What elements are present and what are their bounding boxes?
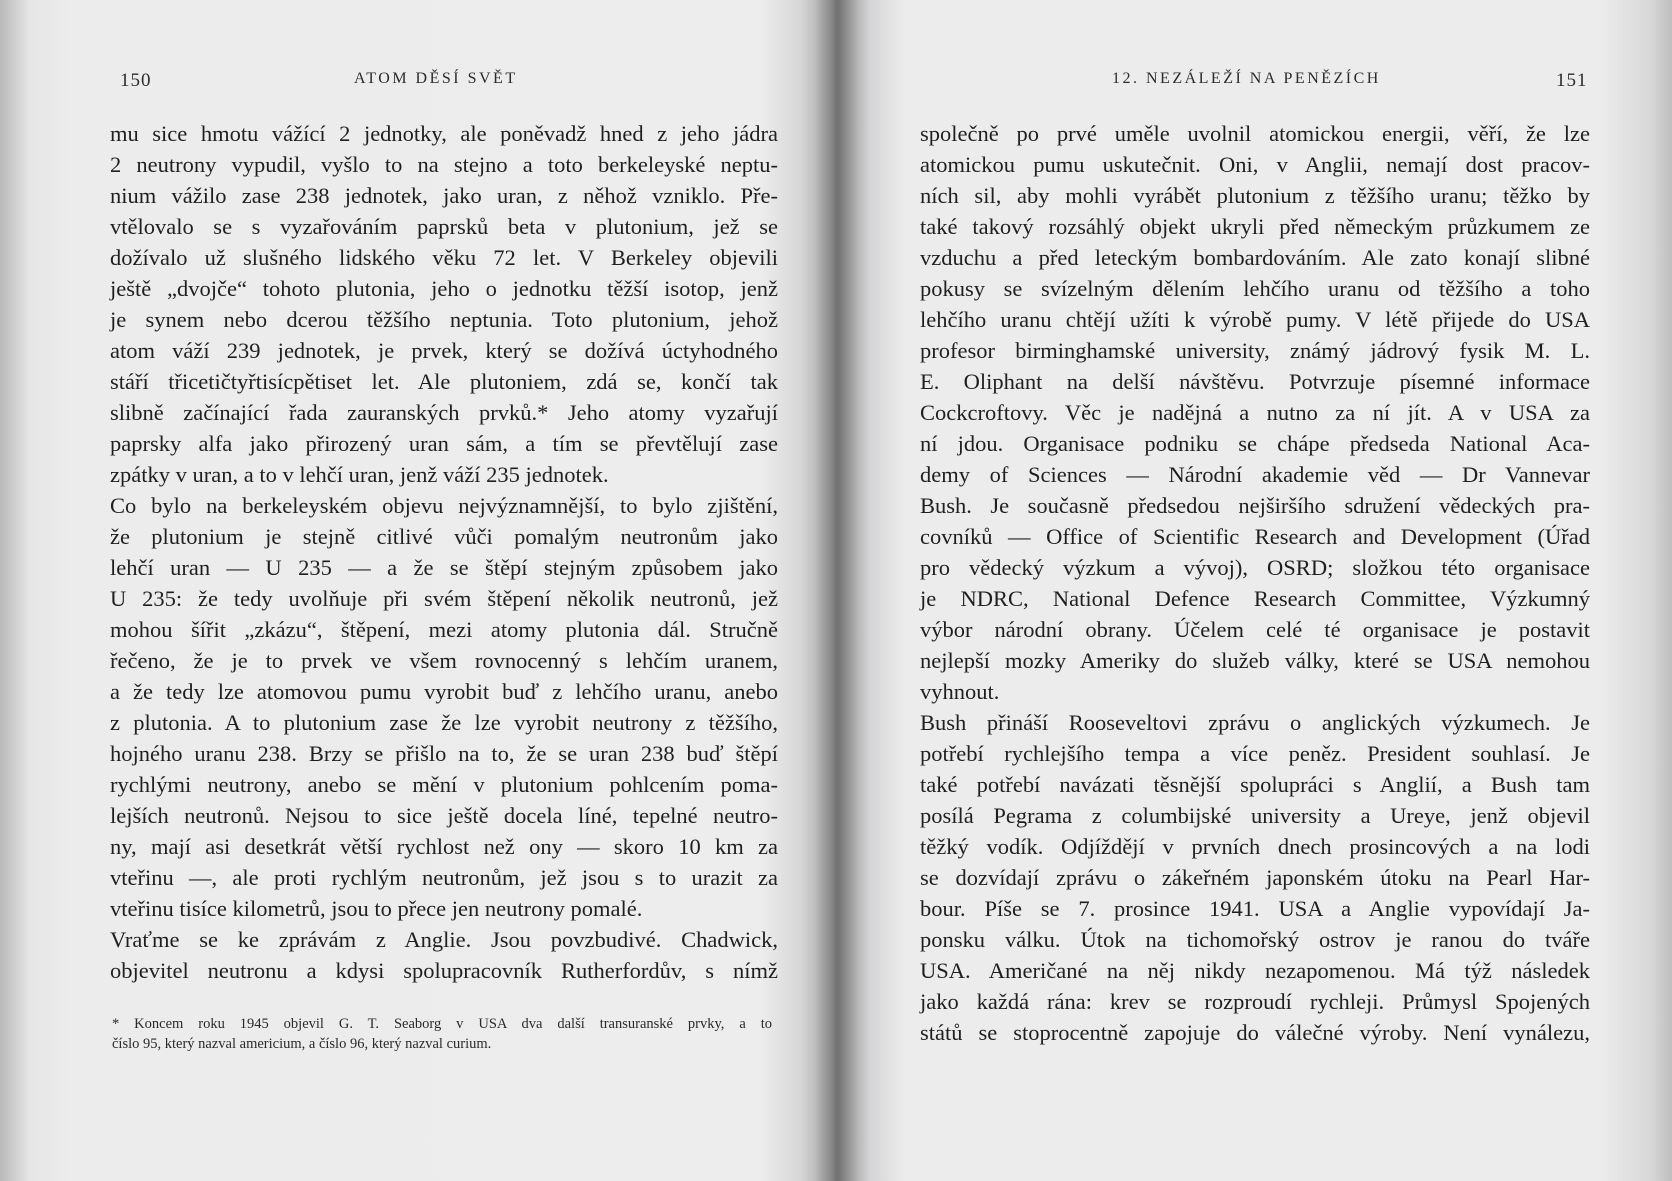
text-line: a že tedy lze atomovou pumu vyrobit buď z lehčího uranu, anebo xyxy=(110,679,778,704)
text-line: výbor národní obrany. Účelem celé té organisace je postavit xyxy=(920,617,1590,642)
body-text xyxy=(110,118,778,986)
running-head: 12. NEZÁLEŽÍ NA PENĚZÍCH xyxy=(1112,70,1381,87)
text-line: také potřebí navázati těsnější spolupráci s Anglií, a Bush tam xyxy=(920,772,1590,797)
body-text xyxy=(920,118,1590,1048)
text-line: covníků — Office of Scientific Research and Development (Úřad xyxy=(920,524,1590,549)
text-line: objevitel neutronu a kdysi spolupracovník Rutherfordův, s nímž xyxy=(110,958,778,983)
text-line: řečeno, že je to prvek ve všem rovnocenný s lehčím uranem, xyxy=(110,648,778,673)
text-line: lehčí uran — U 235 — a že se štěpí stejným způsobem jako xyxy=(110,555,778,580)
text-line: Cockcroftovy. Věc je nadějná a nutno za ní jít. A v USA za xyxy=(920,400,1590,425)
text-line: Bush. Je současně předsedou nejširšího sdružení vědeckých pra- xyxy=(920,493,1590,518)
text-line: je NDRC, National Defence Research Committee, Výzkumný xyxy=(920,586,1590,611)
text-line: profesor birminghamské university, známý jádrový fysik M. L. xyxy=(920,338,1590,363)
text-line: atom váží 239 jednotek, je prvek, který se dožívá úctyhodného xyxy=(110,338,778,363)
text-line: dožívalo už slušného lidského věku 72 let. V Berkeley objevili xyxy=(110,245,778,270)
text-line: slibně začínající řada zauranských prvků.* Jeho atomy vyzařují xyxy=(110,400,778,425)
text-line: demy of Sciences — Národní akademie věd — Dr Vannevar xyxy=(920,462,1590,487)
text-line: společně po prvé uměle uvolnil atomickou energii, věří, že lze xyxy=(920,121,1590,146)
text-line: ní jdou. Organisace podniku se chápe předseda National Aca- xyxy=(920,431,1590,456)
text-line: paprsky alfa jako přirozený uran sám, a tím se převtělují zase xyxy=(110,431,778,456)
text-line: USA. Američané na něj nikdy nezapomenou. Má týž následek xyxy=(920,958,1590,983)
running-head: ATOM DĚSÍ SVĚT xyxy=(354,70,518,87)
text-line: 2 neutrony vypudil, vyšlo to na stejno a toto berkeleyské neptu- xyxy=(110,152,778,177)
text-line: pokusy se svízelným dělením lehčího uranu od těžšího a toho xyxy=(920,276,1590,301)
text-line: mohou šířit „zkázu“, štěpení, mezi atomy plutonia dál. Stručně xyxy=(110,617,778,642)
text-line: se dozvídají zprávu o zákeřném japonském útoku na Pearl Har- xyxy=(920,865,1590,890)
text-line: nium vážilo zase 238 jednotek, jako uran, z něhož vzniklo. Pře- xyxy=(110,183,778,208)
text-line: ponsku válku. Útok na tichomořský ostrov je ranou do tváře xyxy=(920,927,1590,952)
text-line: států se stoprocentně zapojuje do válečné výroby. Není vynálezu, xyxy=(920,1020,1590,1045)
text-line: lejších neutronů. Nejsou to sice ještě docela líné, tepelné neutro- xyxy=(110,803,778,828)
text-line: jako každá rána: krev se rozproudí rychleji. Průmysl Spojených xyxy=(920,989,1590,1014)
page-number: 151 xyxy=(1556,70,1588,91)
text-line: atomickou pumu uskutečnit. Oni, v Anglii, nemají dost pracov- xyxy=(920,152,1590,177)
text-line: z plutonia. A to plutonium zase že lze vyrobit neutrony z těžšího, xyxy=(110,710,778,735)
text-line: vteřinu —, ale proti rychlým neutronům, jež jsou s to urazit za xyxy=(110,865,778,890)
text-line: E. Oliphant na delší návštěvu. Potvrzuje písemné informace xyxy=(920,369,1590,394)
right-page xyxy=(836,0,1672,1181)
text-line: také takový rozsáhlý objekt ukryli před německým průzkumem ze xyxy=(920,214,1590,239)
footnote-line: číslo 95, který nazval americium, a číslo 96, který nazval curium. xyxy=(112,1036,492,1052)
text-line: U 235: že tedy uvolňuje při svém štěpení několik neutronů, jež xyxy=(110,586,778,611)
footnote xyxy=(112,1014,772,1054)
text-line: hojného uranu 238. Brzy se přišlo na to, že se uran 238 buď štěpí xyxy=(110,741,778,766)
text-line: ještě „dvojče“ tohoto plutonia, jeho o jednotku těžší isotop, jenž xyxy=(110,276,778,301)
text-line: Vraťme se ke zprávám z Anglie. Jsou povzbudivé. Chadwick, xyxy=(110,927,778,952)
text-line: těžký vodík. Odjíždějí v prvních dnech prosincových a na lodi xyxy=(920,834,1590,859)
text-line: Co bylo na berkeleyském objevu nejvýznamnější, to bylo zjištění, xyxy=(110,493,778,518)
text-line: nejlepší mozky Ameriky do služeb války, které se USA nemohou xyxy=(920,648,1590,673)
text-line: že plutonium je stejně citlivé vůči pomalým neutronům jako xyxy=(110,524,778,549)
text-line: posílá Pegrama z columbijské university a Ureye, jenž objevil xyxy=(920,803,1590,828)
text-line: ních sil, aby mohli vyrábět plutonium z těžšího uranu; těžko by xyxy=(920,183,1590,208)
text-line: bour. Píše se 7. prosince 1941. USA a Anglie vypovídají Ja- xyxy=(920,896,1590,921)
text-line: je synem nebo dcerou těžšího neptunia. Toto plutonium, jehož xyxy=(110,307,778,332)
text-line: pro vědecký výzkum a vývoj), OSRD; složkou této organisace xyxy=(920,555,1590,580)
text-line: rychlými neutrony, anebo se mění v plutonium pohlcením poma- xyxy=(110,772,778,797)
text-line: Bush přináší Rooseveltovi zprávu o anglických výzkumech. Je xyxy=(920,710,1590,735)
text-line: vzduchu a před leteckým bombardováním. Ale zato konají slibné xyxy=(920,245,1590,270)
footnote-line: * Koncem roku 1945 objevil G. T. Seaborg v USA dva další transuranské prvky, a to xyxy=(112,1016,772,1032)
text-line: vteřinu tisíce kilometrů, jsou to přece jen neutrony pomalé. xyxy=(110,896,643,921)
text-line: vtělovalo se s vyzařováním paprsků beta v plutonium, jež se xyxy=(110,214,778,239)
text-line: potřebí rychlejšího tempa a více peněz. President souhlasí. Je xyxy=(920,741,1590,766)
text-line: lehčího uranu chtějí užíti k výrobě pumy. V létě přijede do USA xyxy=(920,307,1590,332)
text-line: stáří třicetičtyřtisícpětiset let. Ale plutoniem, zdá se, končí tak xyxy=(110,369,778,394)
text-line: zpátky v uran, a to v lehčí uran, jenž váží 235 jednotek. xyxy=(110,462,609,487)
text-line: vyhnout. xyxy=(920,679,1000,704)
text-line: mu sice hmotu vážící 2 jednotky, ale poněvadž hned z jeho jádra xyxy=(110,121,778,146)
page-number: 150 xyxy=(120,70,152,91)
text-line: ny, mají asi desetkrát větší rychlost než ony — skoro 10 km za xyxy=(110,834,778,859)
